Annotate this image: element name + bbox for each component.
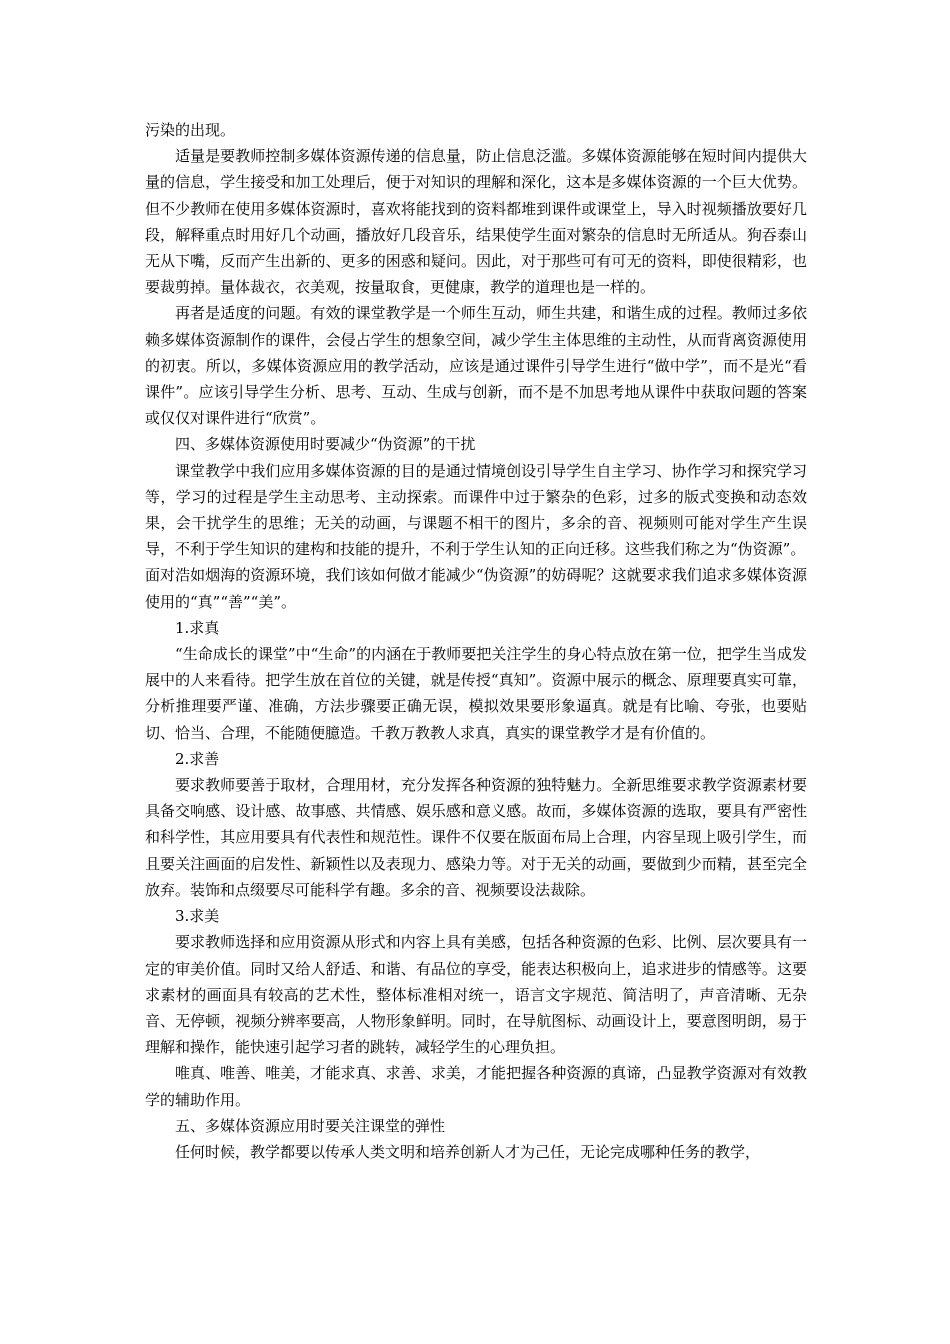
paragraph-12: 要求教师选择和应用资源从形式和内容上具有美感，包括各种资源的色彩、比例、层次要具有一定的审美价值。同时又给人舒适、和谐、有品位的享受，能表达积极向上，追求进步的情感等。这要求素材的画面具有较高的艺术性，整体标准相对统一，语言文字规范、简洁明了，声音清晰、无杂音、无停顿，视频分辨率要高，人物形象鲜明。同时，在导航图标、动画设计上，要意图明朗，易于理解和操作，能快速引起学习者的跳转，减轻学生的心理负担。 xyxy=(145,933,807,1057)
subheading-seek-truth: 1.求真 xyxy=(175,618,220,637)
paragraph-2: 适量是要教师控制多媒体资源传递的信息量，防止信息泛滥。多媒体资源能够在短时间内提供大量的信息，学生接受和加工处理后，便于对知识的理解和深化，这本是多媒体资源的一个巨大优势。但不少教师在使用多媒体资源时，喜欢将能找到的资料都堆到课件或课堂上，导入时视频播放要好几段，解释重点时用好几个动画，播放好几段音乐，结果使学生面对繁杂的信息时无所适从。狗吞泰山无从下嘴，反而产生出新的、更多的困惑和疑问。因此，对于那些可有可无的资料，即使很精彩，也要裁剪掉。量体裁衣，衣美观，按量取食，更健康，教学的道理也是一样的。 xyxy=(145,147,807,297)
paragraph-15: 任何时候，教学都要以传承人类文明和培养创新人才为己任，无论完成哪种任务的教学， xyxy=(175,1142,761,1161)
section-heading-5: 五、多媒体资源应用时要关注课堂的弹性 xyxy=(175,1116,446,1135)
section-heading-4: 四、多媒体资源使用时要减少“伪资源”的干扰 xyxy=(175,435,476,454)
paragraph-5: 课堂教学中我们应用多媒体资源的目的是通过情境创设引导学生自主学习、协作学习和探究学习等，学习的过程是学生主动思考、主动探索。而课件中过于繁杂的色彩，过多的版式变换和动态效果，会干扰学生的思维；无关的动画，与课题不相干的图片，多余的音、视频则可能对学生产生误导，不利于学生知识的建构和技能的提升，不利于学生认知的正向迁移。这些我们称之为“伪资源”。 xyxy=(145,461,807,559)
paragraph-3: 再者是适度的问题。有效的课堂教学是一个师生互动，师生共建，和谐生成的过程。教师过多依赖多媒体资源制作的课件，会侵占学生的想象空间，减少学生主体思维的主动性，从而背离资源使用的初衷。所以，多媒体资源应用的教学活动，应该是通过课件引导学生进行“做中学”，而不是光“看课件”。应该引导学生分析、思考、互动、生成与创新，而不是不加思考地从课件中获取问题的答案或仅仅对课件进行“欣赏”。 xyxy=(145,304,807,428)
subheading-seek-goodness: 2.求善 xyxy=(175,749,220,768)
paragraph-6: 面对浩如烟海的资源环境，我们该如何做才能减少“伪资源”的妨碍呢？这就要求我们追求多媒体资源使用的“真”“善”“美”。 xyxy=(145,566,807,611)
paragraph-8: “生命成长的课堂”中“生命”的内涵在于教师要把关注学生的身心特点放在第一位，把学生当成发展中的人来看待。把学生放在首位的关键，就是传授“真知”。资源中展示的概念、原理要真实可靠，分析推理要严谨、准确，方法步骤要正确无误，模拟效果要形象逼真。就是有比喻、夸张，也要贴切、恰当、合理，不能随便臆造。千教万教教人求真，真实的课堂教学才是有价值的。 xyxy=(145,645,807,742)
paragraph-1: 污染的出现。 xyxy=(145,121,236,139)
paragraph-13: 唯真、唯善、唯美，才能求真、求善、求美，才能把握各种资源的真谛，凸显教学资源对有效教学的辅助作用。 xyxy=(145,1064,807,1109)
paragraph-10: 要求教师要善于取材，合理用材，充分发挥各种资源的独特魅力。全新思维要求教学资源素材要具备交响感、设计感、故事感、共情感、娱乐感和意义感。故而，多媒体资源的选取，要具有严密性和科学性，其应用要具有代表性和规范性。课件不仅要在版面布局上合理，内容呈现上吸引学生，而且要关注画面的启发性、新颖性以及表现力、感染力等。对于无关的动画，要做到少而精，甚至完全放弃。装饰和点缀要尽可能科学有趣。多余的音、视频要设法裁除。 xyxy=(145,776,807,899)
document-page xyxy=(145,117,807,1165)
subheading-seek-beauty: 3.求美 xyxy=(175,907,220,926)
